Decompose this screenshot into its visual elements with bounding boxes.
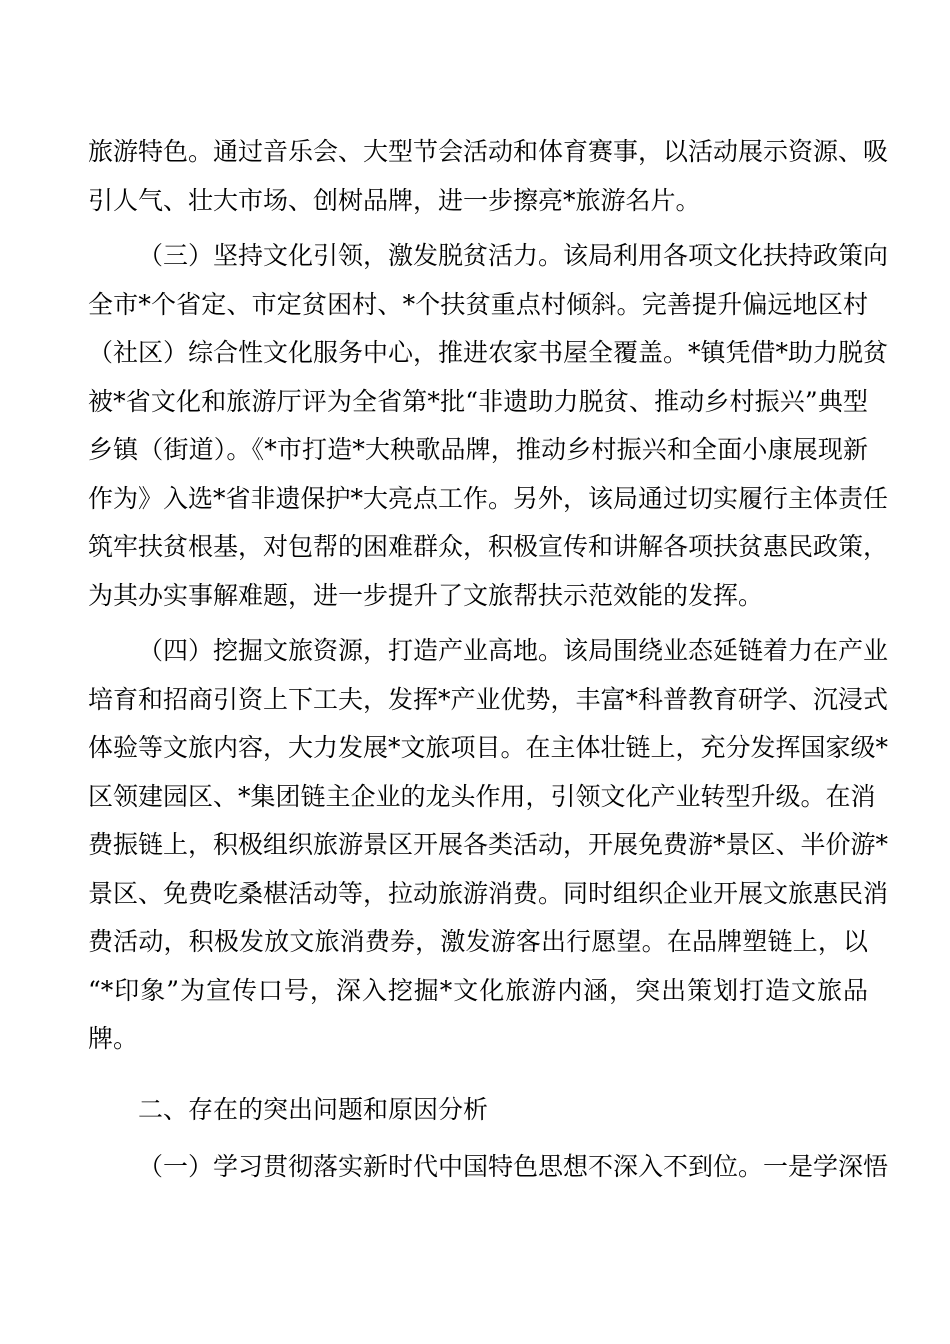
paragraph-line: 被*省文化和旅游厅评为全省第*批“非遗助力脱贫、推动乡村振兴”典型: [88, 387, 868, 416]
paragraph-line: 体验等文旅内容，大力发展*文旅项目。在主体壮链上，充分发挥国家级*: [88, 733, 889, 762]
paragraph-line: 牌。: [88, 1024, 139, 1053]
paragraph-line: 筑牢扶贫根基，对包帮的困难群众，积极宣传和讲解各项扶贫惠民政策，: [88, 532, 889, 561]
paragraph-line: （社区）综合性文化服务中心，推进农家书屋全覆盖。*镇凭借*助力脱贫: [88, 338, 889, 367]
paragraph-line: “*印象”为宣传口号，深入挖掘*文化旅游内涵，突出策划打造文旅品: [88, 976, 868, 1005]
paragraph-line: 作为》入选*省非遗保护*大亮点工作。另外，该局通过切实履行主体责任: [88, 484, 889, 513]
paragraph-line: 费活动，积极发放文旅消费券，激发游客出行愿望。在品牌塑链上，以: [88, 927, 868, 956]
paragraph-line: 为其办实事解难题，进一步提升了文旅帮扶示范效能的发挥。: [88, 581, 764, 610]
paragraph-line: 景区、免费吃桑椹活动等，拉动旅游消费。同时组织企业开展文旅惠民消: [88, 879, 889, 908]
paragraph-line: 区领建园区、*集团链主企业的龙头作用，引领文化产业转型升级。在消: [88, 782, 876, 811]
section-heading: 二、存在的突出问题和原因分析: [138, 1095, 489, 1124]
paragraph-line: 培育和招商引资上下工夫，发挥*产业优势，丰富*科普教育研学、沉浸式: [88, 685, 889, 714]
paragraph-first-line: （四）挖掘文旅资源，打造产业高地。该局围绕业态延链着力在产业: [138, 636, 889, 665]
paragraph-line: 旅游特色。通过音乐会、大型节会活动和体育赛事，以活动展示资源、吸: [88, 137, 889, 166]
paragraph-line: 乡镇（街道）。《*市打造*大秧歌品牌，推动乡村振兴和全面小康展现新: [88, 435, 868, 464]
paragraph-first-line: （三）坚持文化引领，激发脱贫活力。该局利用各项文化扶持政策向: [138, 241, 889, 270]
paragraph-first-line: （一）学习贯彻落实新时代中国特色思想不深入不到位。一是学深悟: [138, 1152, 889, 1181]
paragraph-line: 全市*个省定、市定贫困村、*个扶贫重点村倾斜。完善提升偏远地区村: [88, 290, 868, 319]
paragraph-line: 引人气、壮大市场、创树品牌，进一步擦亮*旅游名片。: [88, 186, 701, 215]
paragraph-line: 费振链上，积极组织旅游景区开展各类活动，开展免费游*景区、半价游*: [88, 830, 889, 859]
